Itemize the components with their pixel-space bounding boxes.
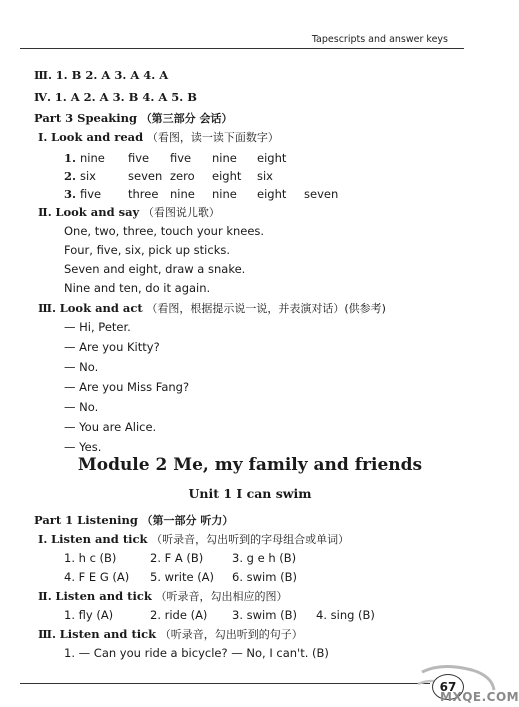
roman-numeral: Ⅲ. [38,301,57,315]
row-number: 3. [64,187,77,201]
section-title: Look and act [59,301,143,315]
rhyme-line: Four, five, six, pick up sticks. [64,243,231,257]
roman-numeral: Ⅰ. [38,130,48,144]
roman-numeral: Ⅲ. [38,627,57,641]
number-word: nine [80,151,105,165]
section-title-cn: （听录音，勾出听到的句子） [159,628,303,641]
dialogue-line: — You are Alice. [64,420,157,434]
answer-item: 4. sing (B) [316,608,375,622]
row-number: 1. [64,151,77,165]
number-word: eight [257,151,287,165]
roman-numeral: Ⅱ. [38,589,52,603]
unit-title: Unit 1 I can swim [188,486,312,501]
section-title-cn: （看图说儿歌） [142,206,220,219]
section-title: Look and read [51,130,144,144]
answer-item: 6. swim (B) [232,570,297,584]
part1-heading [34,513,233,528]
answer-item: 4. F E G (A) [64,570,130,584]
section-title: Listen and tick [55,589,152,603]
section-title-cn: （看图，根据提示说一说，并表演对话）(供参考) [146,302,386,315]
answer-text: 1. B 2. A 3. A 4. A [55,68,169,82]
roman-numeral: Ⅳ. [34,90,52,104]
section-look-and-read [38,130,279,145]
section-look-and-say [38,205,220,220]
answer-item: 2. F A (B) [150,551,204,565]
number-word: eight [257,187,287,201]
section-listen-and-tick-1 [38,532,349,547]
watermark-text: MXQE.COM [440,690,519,704]
number-word: three [128,187,159,201]
rhyme-line: Nine and ten, do it again. [64,281,211,295]
dialogue-line: — No. [64,400,99,414]
answer-item: 1. h c (B) [64,551,117,565]
roman-numeral: Ⅲ. [34,68,53,82]
number-word: nine [212,151,237,165]
answer-row-4 [34,90,197,104]
answer-item: 2. ride (A) [150,608,208,622]
answer-row-3 [34,68,168,82]
number-word: nine [170,187,195,201]
number-word: seven [304,187,339,201]
section-look-and-act [38,301,386,316]
number-word: six [257,169,273,183]
number-word: nine [212,187,237,201]
part-heading: Part 1 Listening [34,513,138,527]
section-title-cn: （听录音，勾出相应的图） [155,590,288,603]
section-listen-and-tick-2 [38,589,287,604]
answer-text: 1. A 2. A 3. B 4. A 5. B [54,90,197,104]
number-word: five [170,151,192,165]
part3-heading [34,111,233,126]
dialogue-line: — Hi, Peter. [64,320,131,334]
answer-sentence: 1. — Can you ride a bicycle? — No, I can't. (B) [64,646,329,660]
module-title: Module 2 Me, my family and friends [77,455,423,475]
number-word: zero [170,169,195,183]
rhyme-line: Seven and eight, draw a snake. [64,262,246,276]
rhyme-line: One, two, three, touch your knees. [64,224,265,238]
answer-item: 5. write (A) [150,570,215,584]
dialogue-line: — Are you Miss Fang? [64,380,190,394]
section-title: Listen and tick [51,532,148,546]
dialogue-line: — Are you Kitty? [64,340,160,354]
running-header-title: Tapescripts and answer keys [311,34,448,45]
number-word: five [128,151,150,165]
part-heading-cn: （第三部分 会话） [140,112,233,125]
dialogue-line: — No. [64,360,99,374]
part-heading-cn: （第一部分 听力） [141,514,234,527]
answer-item: 3. swim (B) [232,608,297,622]
dialogue-line: — Yes. [64,440,102,454]
section-title-cn: （听录音，勾出听到的字母组合或单词） [151,533,350,546]
number-word: five [80,187,102,201]
number-word: seven [128,169,163,183]
roman-numeral: Ⅰ. [38,532,48,546]
part-heading: Part 3 Speaking [34,111,138,125]
section-title: Listen and tick [59,627,157,641]
section-title-cn: （看图，读一读下面数字） [146,131,279,144]
row-number: 2. [64,169,77,183]
answer-item: 3. g e h (B) [232,551,297,565]
page-number: 67 [432,674,464,700]
roman-numeral: Ⅱ. [38,205,52,219]
footer-rule [20,683,430,684]
section-listen-and-tick-3 [38,627,303,642]
answer-item: 1. fly (A) [64,608,114,622]
number-word: eight [212,169,242,183]
section-title: Look and say [55,205,140,219]
number-word: six [80,169,96,183]
